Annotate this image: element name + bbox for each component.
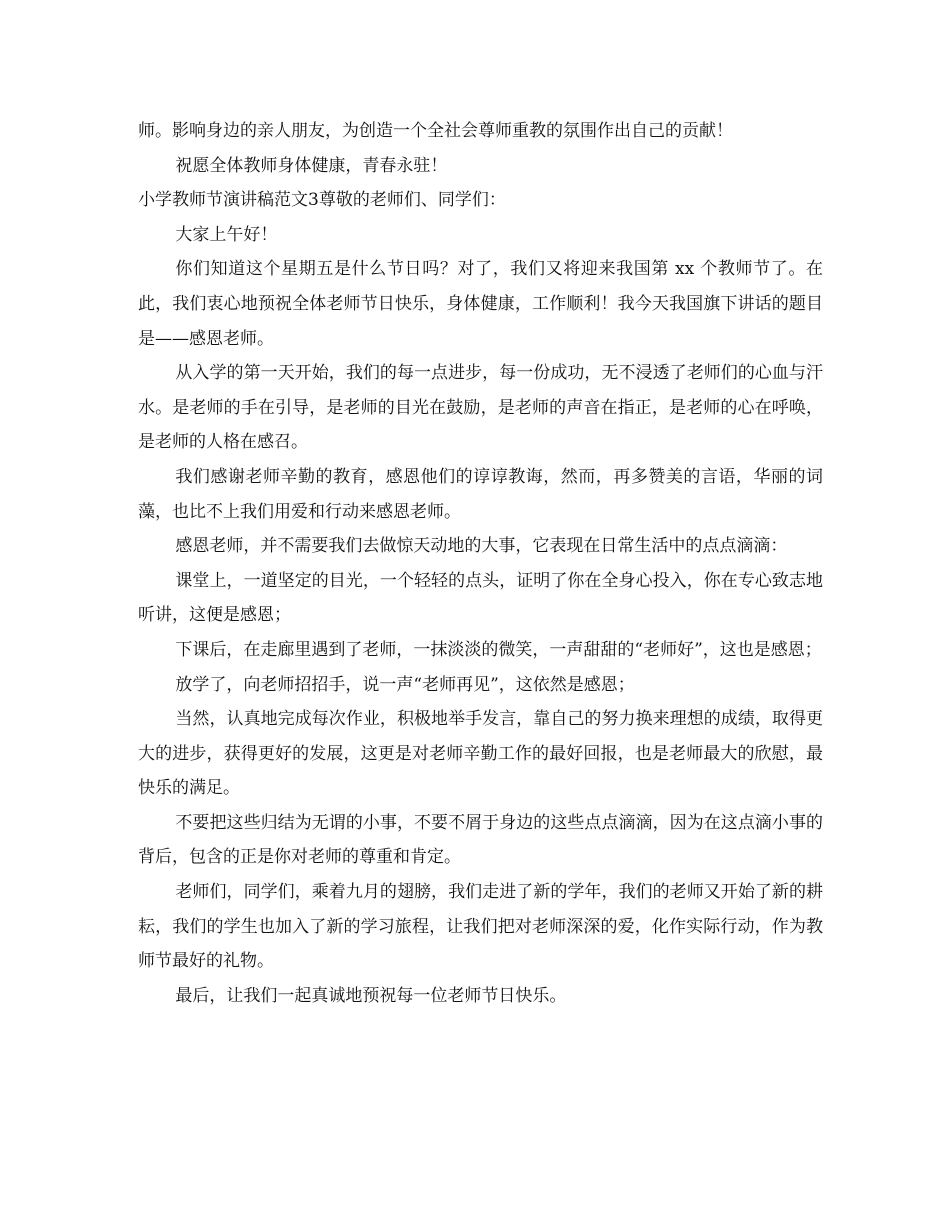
paragraph: 师。影响身边的亲人朋友，为创造一个全社会尊师重教的氛围作出自己的贡献！ [138, 121, 733, 141]
paragraph: 不要把这些归结为无谓的小事，不要不屑于身边的这些点点滴滴，因为在这点滴小事的背后，包含的正是你对老师的尊重和肯定。 [138, 812, 823, 868]
paragraph: 最后，让我们一起真诚地预祝每一位老师节日快乐。 [175, 985, 567, 1006]
paragraph: 我们感谢老师辛勤的教育，感恩他们的谆谆教诲，然而，再多赞美的言语，华丽的词藻，也比不上我们用爱和行动来感恩老师。 [138, 466, 823, 522]
paragraph: 从入学的第一天开始，我们的每一点进步，每一份成功，无不浸透了老师们的心血与汗水。是老师的手在引导，是老师的目光在鼓励，是老师的声音在指正，是老师的心在呼唤，是老师的人格在感召。 [138, 363, 823, 453]
paragraph: 课堂上，一道坚定的目光，一个轻轻的点头，证明了你在全身心投入，你在专心致志地听讲，这便是感恩； [138, 570, 823, 626]
paragraph: 你们知道这个星期五是什么节日吗？对了，我们又将迎来我国第 xx 个教师节了。在此，我们衷心地预祝全体老师节日快乐，身体健康，工作顺利！我今天我国旗下讲话的题目是——感恩老师。 [138, 259, 823, 349]
paragraph: 大家上午好！ [175, 224, 278, 245]
document-body [138, 114, 823, 1013]
paragraph: 祝愿全体教师身体健康，青春永驻！ [175, 155, 448, 176]
paragraph: 当然，认真地完成每次作业，积极地举手发言，靠自己的努力换来理想的成绩，取得更大的进步，获得更好的发展，这更是对老师辛勤工作的最好回报，也是老师最大的欣慰，最快乐的满足。 [138, 709, 823, 799]
section-heading: 小学教师节演讲稿范文3尊敬的老师们、同学们： [138, 190, 506, 211]
paragraph: 放学了，向老师招招手，说一声“老师再见”，这依然是感恩； [175, 674, 635, 695]
paragraph: 老师们，同学们，乘着九月的翅膀，我们走进了新的学年，我们的老师又开始了新的耕耘，我们的学生也加入了新的学习旅程，让我们把对老师深深的爱，化作实际行动，作为教师节最好的礼物。 [138, 882, 823, 972]
paragraph: 感恩老师，并不需要我们去做惊天动地的大事，它表现在日常生活中的点点滴滴： [175, 536, 788, 557]
paragraph: 下课后，在走廊里遇到了老师，一抹淡淡的微笑，一声甜甜的“老师好”，这也是感恩； [175, 639, 822, 660]
